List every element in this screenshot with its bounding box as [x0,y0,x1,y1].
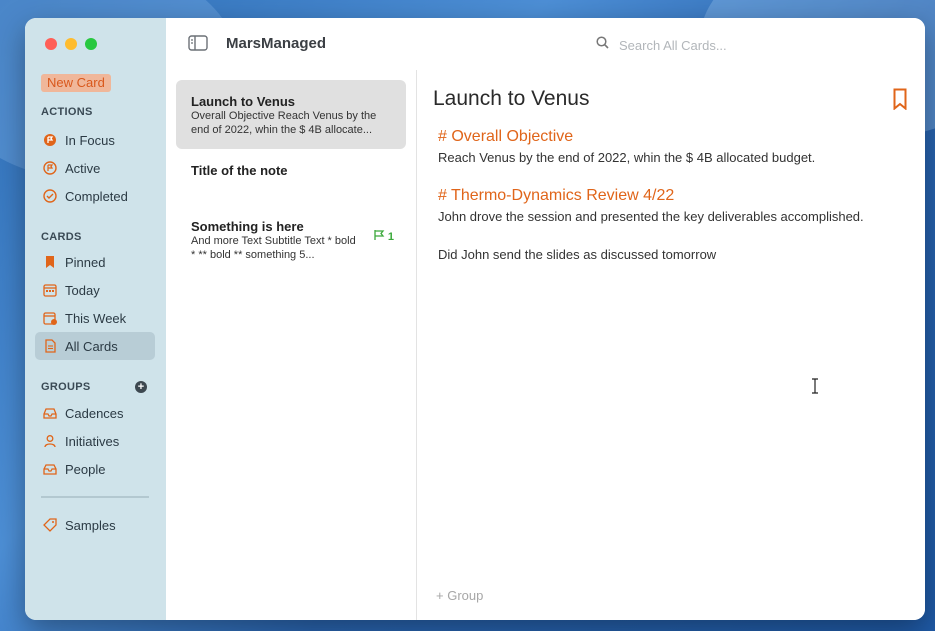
sidebar-item-label: Pinned [65,254,106,270]
sidebar-divider [41,496,149,498]
card-list [166,70,416,620]
sidebar-item-label: Active [65,160,101,176]
sidebar-item-today[interactable] [35,276,155,304]
calendar-week-icon [43,311,57,325]
list-item[interactable] [176,152,406,202]
check-circle-icon [43,189,57,203]
search-icon [596,36,609,54]
sidebar-item-in-focus[interactable] [35,126,155,154]
list-item[interactable] [176,210,406,266]
sidebar-item-label: Initiatives [65,433,120,449]
heading-thermo-dynamics[interactable]: # Thermo-Dynamics Review 4/22 [438,187,675,204]
add-group-button[interactable]: + [135,381,147,393]
focus-icon [43,133,57,147]
flag-count: 1 [387,230,394,243]
flag-badge [373,229,394,244]
detail-title[interactable]: Launch to Venus [433,87,590,110]
calendar-icon [43,283,57,297]
sidebar-item-initiatives[interactable] [35,427,155,455]
minimize-window-button[interactable] [65,38,77,50]
sidebar-toggle-icon[interactable] [188,35,208,56]
cards-section-title: CARDS [41,231,82,243]
sidebar-item-label: Cadences [65,405,124,421]
search-field[interactable] [596,36,846,54]
sidebar-item-pinned[interactable] [35,248,155,276]
paragraph-1[interactable]: Reach Venus by the end of 2022, whin the $ 4B allocated budget. [438,150,816,165]
card-detail [417,70,925,620]
active-icon [43,161,57,175]
sidebar-item-this-week[interactable] [35,304,155,332]
document-icon [43,339,57,353]
sidebar [25,18,166,620]
toolbar [166,18,925,70]
sidebar-item-samples[interactable] [35,511,155,539]
close-window-button[interactable] [45,38,57,50]
paragraph-2[interactable]: John drove the session and presented the key deliverables accomplished. [438,209,864,224]
card-title: Launch to Venus [191,94,296,109]
sidebar-item-label: All Cards [65,338,118,354]
card-subtitle: And more Text Subtitle Text * bold * ** bold ** something 5... [191,235,356,261]
app-window [25,18,925,620]
sidebar-item-cadences[interactable] [35,399,155,427]
tray-icon [43,406,57,420]
sidebar-item-label: In Focus [65,132,115,148]
sidebar-item-label: Completed [65,188,128,204]
inbox-icon [43,462,57,476]
actions-section-title: ACTIONS [41,106,93,118]
card-subtitle: Overall Objective Reach Venus by the end of 2022, whin the $ 4B allocate... [191,110,377,136]
sidebar-item-label: Today [65,282,100,298]
sidebar-item-people[interactable] [35,455,155,483]
search-input[interactable] [617,37,841,54]
person-icon [43,434,57,448]
sidebar-item-active[interactable] [35,154,155,182]
card-title: Title of the note [191,163,288,178]
groups-section-title: GROUPS [41,381,91,393]
new-card-button[interactable]: New Card [41,74,111,92]
sidebar-item-label: People [65,461,106,477]
bookmark-icon[interactable] [893,88,907,115]
app-title: MarsManaged [226,35,327,52]
sidebar-item-all-cards[interactable] [35,332,155,360]
tag-icon [43,518,57,532]
list-item[interactable] [176,80,406,149]
bookmark-icon [43,255,57,269]
text-cursor-icon [811,378,819,399]
heading-overall-objective[interactable]: # Overall Objective [438,128,574,145]
sidebar-item-completed[interactable] [35,182,155,210]
zoom-window-button[interactable] [85,38,97,50]
flag-icon [373,229,385,244]
card-title: Something is here [191,219,304,234]
sidebar-item-label: This Week [65,310,127,326]
paragraph-3[interactable]: Did John send the slides as discussed tomorrow [438,247,717,262]
add-group-link[interactable]: + Group [436,588,484,603]
sidebar-item-label: Samples [65,517,116,533]
